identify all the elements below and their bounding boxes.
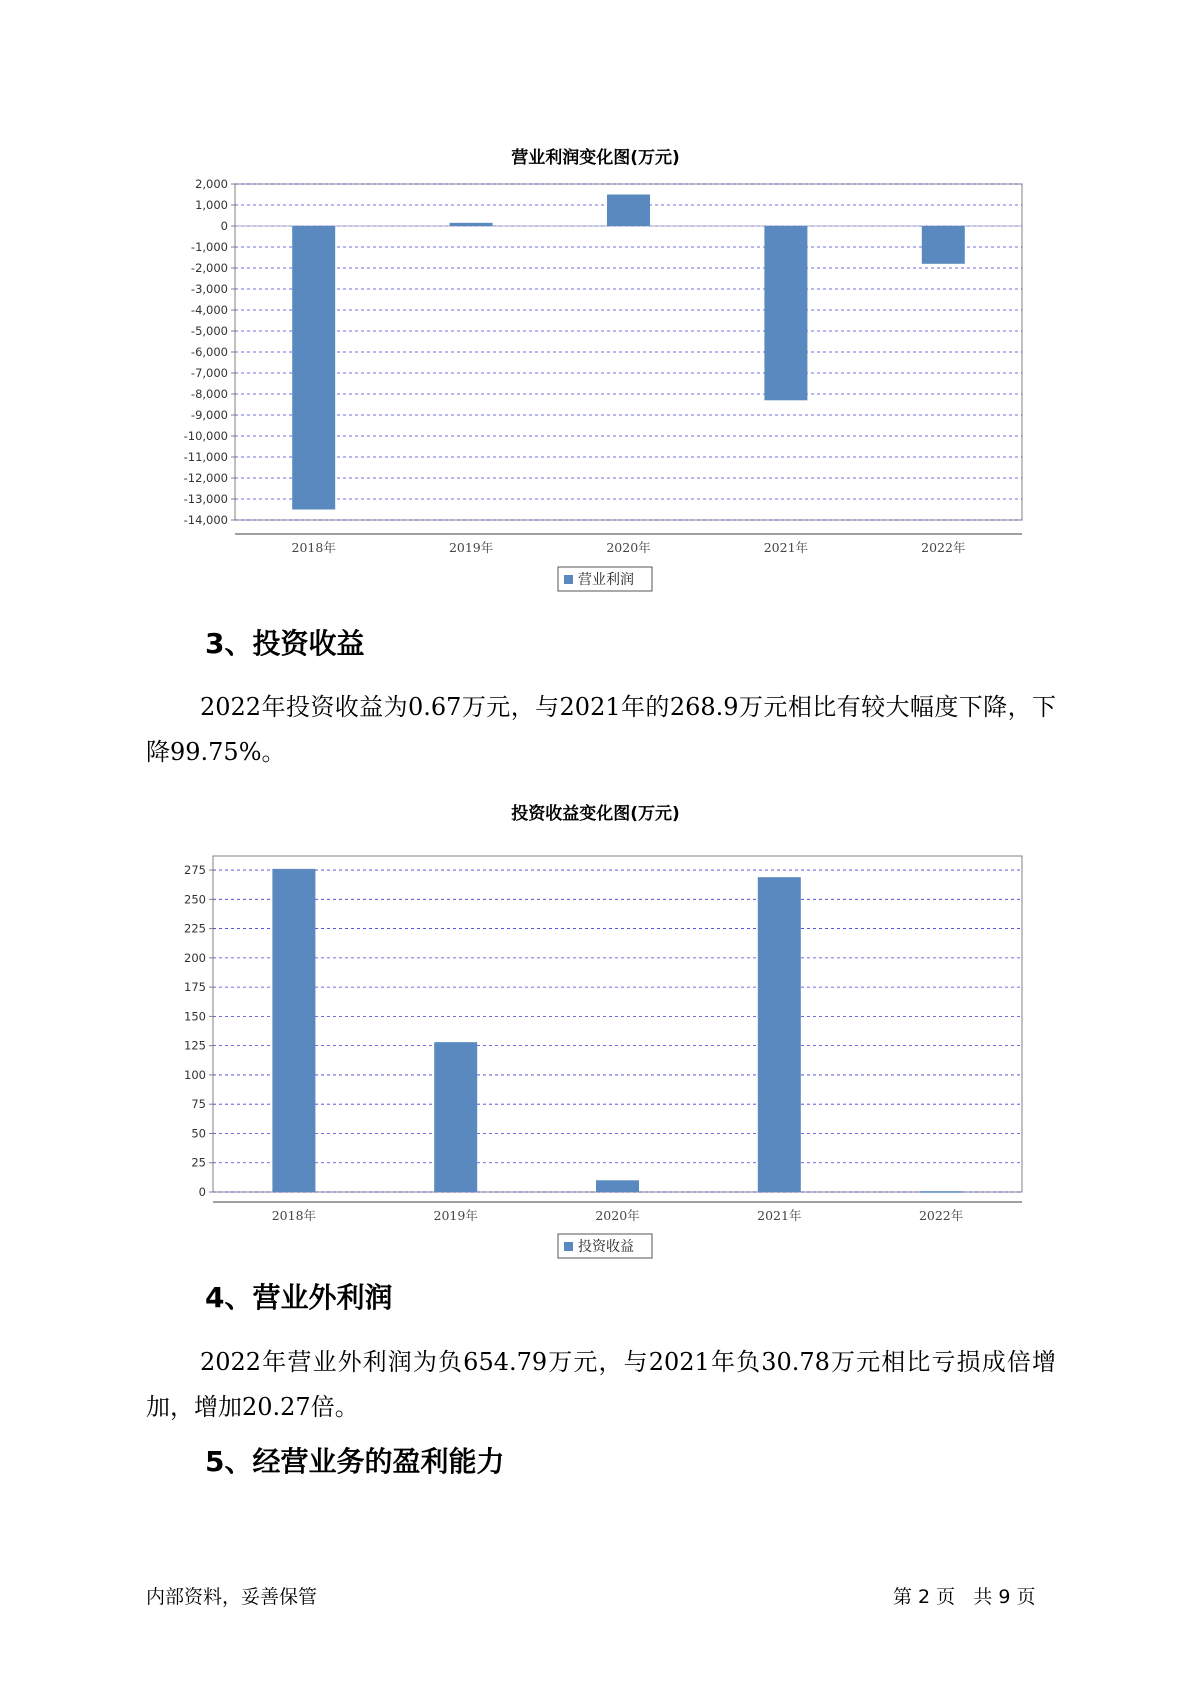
bar-2022年 (920, 1191, 963, 1193)
x-tick-label: 2021年 (757, 1208, 802, 1223)
y-tick-label: -14,000 (183, 513, 228, 527)
footer-confidential-note: 内部资料，妥善保管 (146, 1586, 318, 1608)
section-3-paragraph: 2022年投资收益为0.67万元，与2021年的268.9万元相比有较大幅度下降，下降99.75%。 (146, 693, 1056, 766)
bar-2021年 (758, 877, 801, 1192)
y-tick-label: -2,000 (190, 261, 228, 275)
y-tick-label: 250 (184, 892, 206, 907)
y-tick-label: 225 (184, 921, 206, 936)
section-3-heading: 3、投资收益 (205, 627, 365, 660)
footer-page-number: 第 2 页 共 9 页 (893, 1586, 1036, 1608)
y-tick-label: 50 (191, 1126, 206, 1141)
y-tick-label: 100 (184, 1067, 206, 1082)
x-tick-label: 2020年 (595, 1208, 640, 1223)
x-tick-label: 2018年 (271, 1208, 317, 1223)
y-tick-label: -3,000 (190, 282, 228, 296)
bar-2021年 (764, 226, 807, 400)
y-tick-label: -11,000 (183, 450, 228, 464)
y-tick-label: 275 (184, 863, 206, 878)
y-tick-label: -13,000 (183, 492, 228, 506)
bar-2018年 (272, 869, 315, 1192)
bar-2020年 (596, 1180, 639, 1192)
section-5-heading: 5、经营业务的盈利能力 (205, 1445, 505, 1478)
bar-2019年 (434, 1042, 477, 1192)
y-tick-label: -12,000 (183, 471, 228, 485)
y-tick-label: 1,000 (195, 198, 228, 212)
y-tick-label: -9,000 (190, 408, 228, 422)
section-4-paragraph: 2022年营业外利润为负654.79万元，与2021年负30.78万元相比亏损成倍增加，增加20.27倍。 (146, 1348, 1056, 1421)
y-tick-label: -5,000 (190, 324, 228, 338)
legend-label: 投资收益 (578, 1239, 634, 1255)
x-tick-label: 2022年 (918, 1208, 964, 1223)
y-tick-label: -7,000 (190, 366, 228, 380)
section-4-heading: 4、营业外利润 (205, 1281, 393, 1314)
y-tick-label: -8,000 (190, 387, 228, 401)
x-tick-label: 2021年 (763, 540, 809, 555)
y-tick-label: 0 (220, 219, 228, 233)
x-tick-label: 2018年 (291, 540, 336, 555)
x-tick-label: 2019年 (433, 1208, 478, 1223)
y-tick-label: -4,000 (190, 303, 228, 317)
investment-income-chart (0, 830, 1191, 1255)
bar-2018年 (292, 226, 335, 510)
y-tick-label: 125 (184, 1038, 206, 1053)
investment-income-chart-title: 投资收益变化图(万元) (511, 804, 680, 824)
y-tick-label: 2,000 (195, 177, 228, 191)
y-tick-label: -10,000 (183, 429, 228, 443)
bar-2022年 (922, 226, 965, 264)
bar-2020年 (607, 195, 650, 227)
x-tick-label: 2022年 (921, 540, 966, 555)
y-tick-label: 175 (184, 980, 206, 995)
y-tick-label: -6,000 (190, 345, 228, 359)
x-tick-label: 2020年 (606, 540, 651, 555)
y-tick-label: 200 (184, 950, 206, 965)
x-tick-label: 2019年 (448, 540, 494, 555)
operating-profit-chart-title: 营业利润变化图(万元) (511, 148, 680, 168)
y-tick-label: 25 (191, 1155, 206, 1170)
operating-profit-chart (0, 170, 1191, 590)
y-tick-label: 75 (191, 1097, 206, 1112)
bar-2019年 (450, 223, 493, 226)
legend-label: 营业利润 (578, 572, 634, 588)
legend-swatch (564, 1242, 573, 1251)
y-tick-label: 0 (198, 1185, 206, 1199)
plot-area (213, 856, 1022, 1192)
legend-swatch (564, 575, 573, 584)
y-tick-label: 150 (184, 1009, 206, 1024)
y-tick-label: -1,000 (190, 240, 228, 254)
